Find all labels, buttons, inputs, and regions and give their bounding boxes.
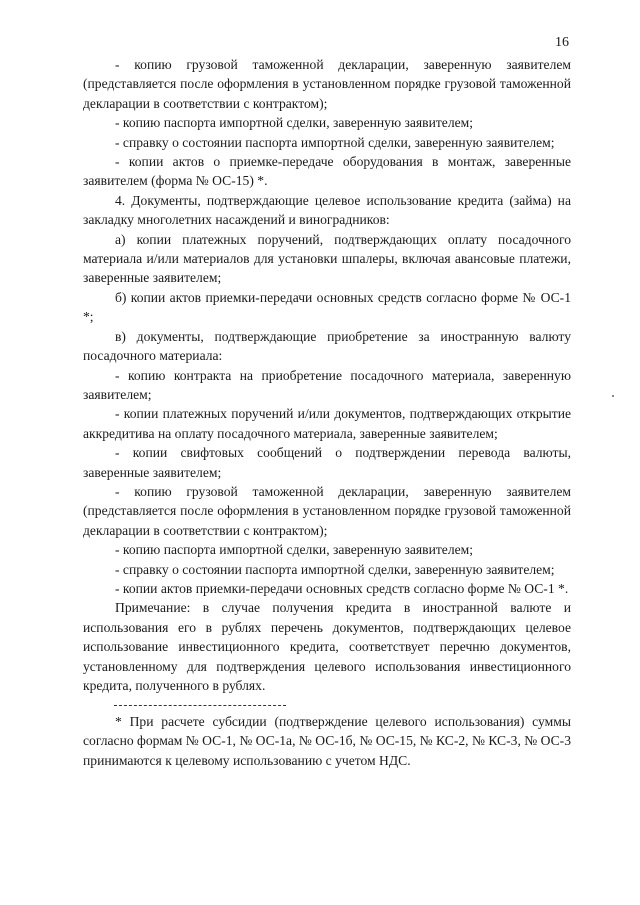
paragraph: - справку о состоянии паспорта импортной сделки, заверенную заявителем;	[115, 134, 555, 150]
paragraph: - копию паспорта импортной сделки, заверенную заявителем;	[115, 115, 474, 131]
document-body	[83, 55, 571, 695]
paragraph: - копии платежных поручений и/или документов, подтверждающих открытие аккредитива на оплату посадочного материала, заверенные заявителем;	[83, 406, 571, 441]
paragraph: б) копии актов приемки-передачи основных средств согласно форме № ОС-1 *;	[83, 289, 571, 325]
paragraph: 4. Документы, подтверждающие целевое использование кредита (займа) на закладку многолетних насаждений и виноградников:	[83, 192, 571, 228]
scan-speck	[612, 395, 614, 397]
footnote: * При расчете субсидии (подтверждение целевого использования) суммы согласно формам № ОС-1, № ОС-1а, № ОС-1б, № ОС-15, № КС-2, № КС-3, № ОС-3 принимаются к целевому использованию с учетом НДС.	[83, 714, 571, 768]
paragraph: - справку о состоянии паспорта импортной сделки, заверенную заявителем;	[115, 561, 555, 577]
paragraph: а) копии платежных поручений, подтверждающих оплату посадочного материала и/или материалов для установки шпалеры, включая авансовые платежи, заверенные заявителем;	[83, 231, 571, 286]
paragraph: - копии актов о приемке-передаче оборудования в монтаж, заверенные заявителем (форма № ОС-15) *.	[83, 154, 571, 189]
page-number: 16	[555, 35, 569, 50]
paragraph: - копию грузовой таможенной декларации, заверенную заявителем (представляется после оформления в установленном порядке грузовой таможенной декларации в соответствии с контрактом);	[83, 483, 571, 538]
paragraph: в) документы, подтверждающие приобретение за иностранную валюту посадочного материала:	[83, 328, 571, 364]
note-paragraph: Примечание: в случае получения кредита в иностранной валюте и использования его в рублях перечень документов, подтверждающих целевое использование инвестиционного кредита, соответствует перечню документов, установленному для подтверждения целевого использования инвестиционного кредита, полученного в рублях.	[83, 600, 571, 693]
paragraph: - копию паспорта импортной сделки, заверенную заявителем;	[115, 542, 474, 558]
paragraph: - копии актов приемки-передачи основных средств согласно форме № ОС-1 *.	[115, 580, 569, 596]
footnote-divider	[114, 705, 286, 706]
paragraph: - копию контракта на приобретение посадочного материала, заверенную заявителем;	[83, 367, 571, 402]
paragraph: - копии свифтовых сообщений о подтверждении перевода валюты, заверенные заявителем;	[83, 445, 571, 480]
paragraph: - копию грузовой таможенной декларации, заверенную заявителем (представляется после оформления в установленном порядке грузовой таможенной декларации в соответствии с контрактом);	[83, 57, 571, 111]
